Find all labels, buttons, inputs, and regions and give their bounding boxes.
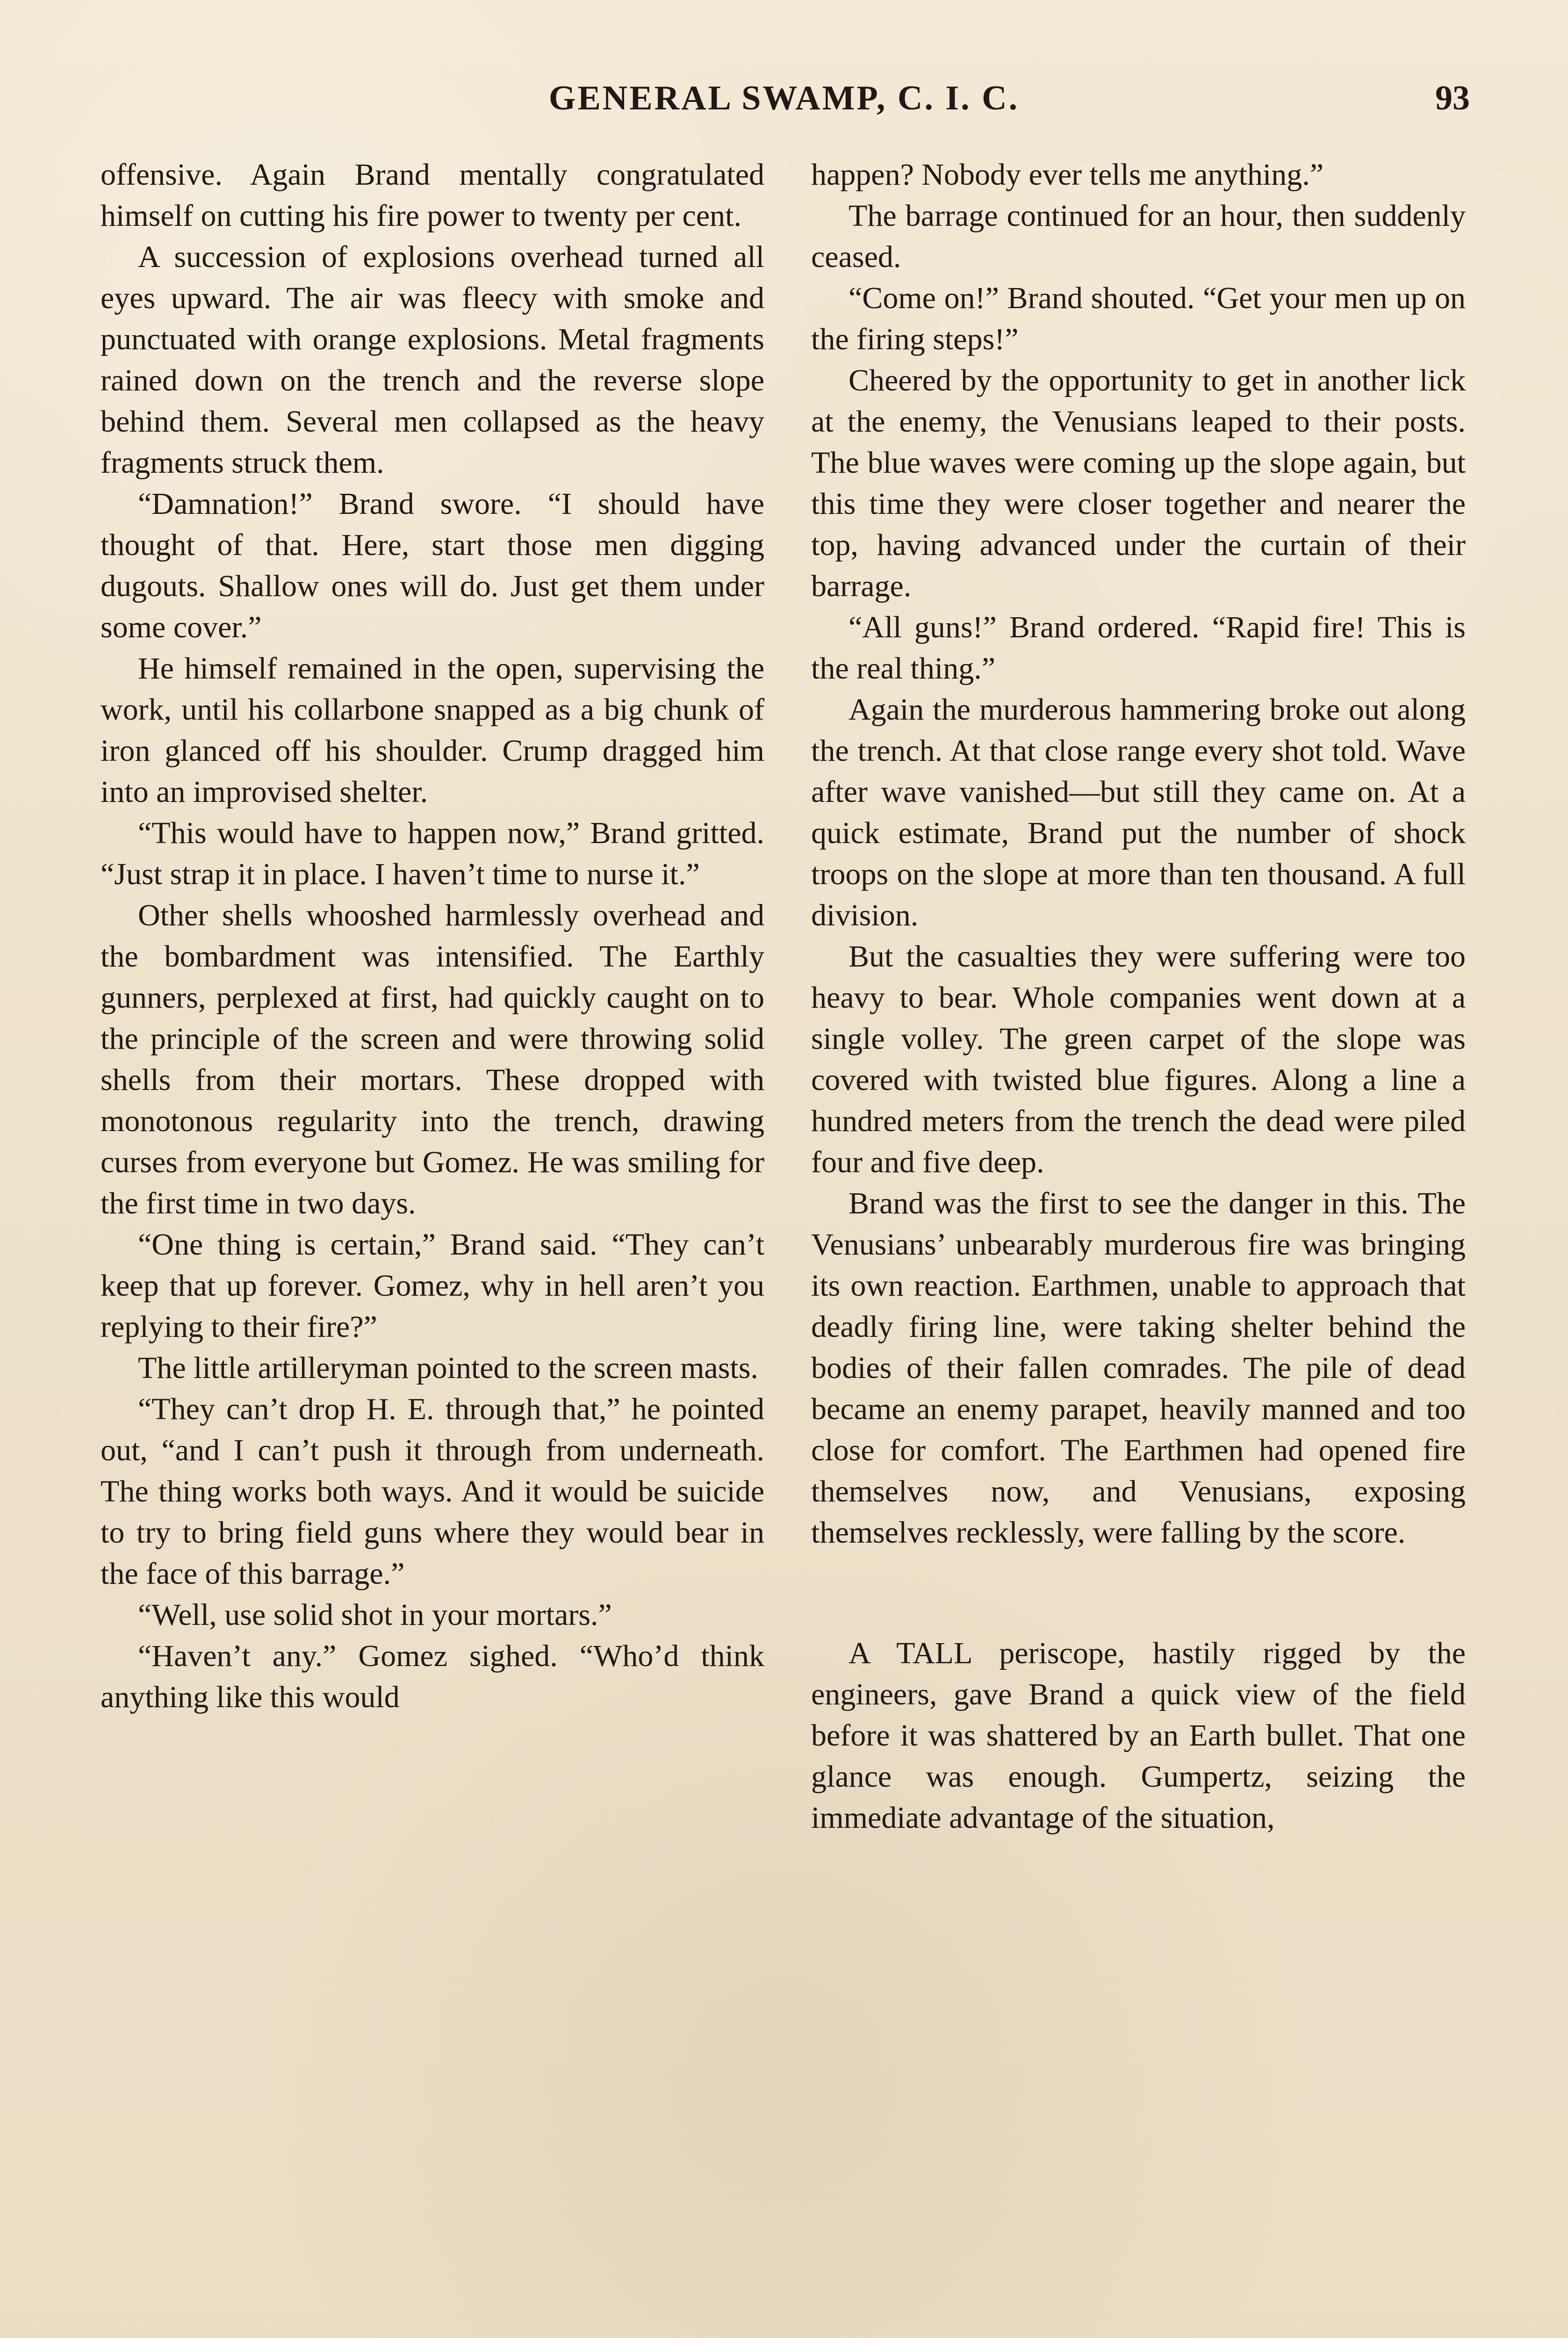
left-paragraph-6: Other shells whooshed harmlessly overhead and the bombardment was intensified. The Earthly gunners, perplexed at first, had quickly caught on to the principle of the screen and were throwing solid shells from their mortars. These dropped with monotonous regularity into the trench, drawing curses from everyone but Gomez. He was smiling for the first time in two days. [101, 898, 764, 1220]
text-columns [101, 154, 1466, 2333]
right-paragraph-9: A TALL periscope, hastily rigged by the engineers, gave Brand a quick view of the field before it was shattered by an Earth bullet. That one glance was enough. Gumpertz, seizing the immediate advantage of the situation, [811, 1636, 1466, 1835]
right-paragraph-5: “All guns!” Brand ordered. “Rapid fire! This is the real thing.” [811, 610, 1466, 686]
left-paragraph-4: He himself remained in the open, supervising the work, until his collarbone snapped as a big chunk of iron glanced off his shoulder. Crump dragged him into an improvised shelter. [101, 651, 764, 809]
left-paragraph-5: “This would have to happen now,” Brand gritted. “Just strap it in place. I haven’t time to nurse it.” [101, 816, 764, 891]
right-paragraph-3: “Come on!” Brand shouted. “Get your men up on the firing steps!” [811, 281, 1466, 356]
running-title: GENERAL SWAMP, C. I. C. [548, 79, 1020, 117]
left-paragraph-11: “Haven’t any.” Gomez sighed. “Who’d think anything like this would [101, 1639, 764, 1714]
right-paragraph-2: The barrage continued for an hour, then suddenly ceased. [811, 199, 1466, 274]
right-column [811, 154, 1466, 2333]
right-paragraph-1: happen? Nobody ever tells me anything.” [811, 158, 1323, 192]
right-paragraph-6: Again the murderous hammering broke out along the trench. At that close range every shot told. Wave after wave vanished—but still they came on. At a quick estimate, Brand put the number of shock troops on the slope at more than ten thousand. A full division. [811, 693, 1466, 932]
page-number: 93 [1435, 79, 1470, 117]
left-column [101, 154, 764, 2333]
left-paragraph-1: offensive. Again Brand mentally congratulated himself on cutting his fire power to twenty per cent. [101, 158, 764, 233]
left-paragraph-7: “One thing is certain,” Brand said. “They can’t keep that up forever. Gomez, why in hell aren’t you replying to their fire?” [101, 1227, 764, 1344]
left-paragraph-2: A succession of explosions overhead turned all eyes upward. The air was fleecy with smoke and punctuated with orange explosions. Metal fragments rained down on the trench and the reverse slope behind them. Several men collapsed as the heavy fragments struck them. [101, 240, 764, 480]
left-paragraph-8: The little artilleryman pointed to the screen masts. [138, 1351, 758, 1385]
right-paragraph-4: Cheered by the opportunity to get in another lick at the enemy, the Venusians leaped to their posts. The blue waves were coming up the slope again, but this time they were closer together and nearer the top, having advanced under the curtain of their barrage. [811, 363, 1466, 603]
left-paragraph-3: “Damnation!” Brand swore. “I should have thought of that. Here, start those men digging dugouts. Shallow ones will do. Just get them under some cover.” [101, 487, 764, 644]
section-break [811, 1553, 1466, 1633]
page-header [98, 79, 1470, 135]
left-paragraph-9: “They can’t drop H. E. through that,” he pointed out, “and I can’t push it through from underneath. The thing works both ways. And it would be suicide to try to bring field guns where they would bear in the face of this barrage.” [101, 1392, 764, 1591]
right-paragraph-8: Brand was the first to see the danger in this. The Venusians’ unbearably murderous fire was bringing its own reaction. Earthmen, unable to approach that deadly firing line, were taking shelter behind the bodies of their fallen comrades. The pile of dead became an enemy parapet, heavily manned and too close for comfort. The Earthmen had opened fire themselves now, and Venusians, exposing themselves recklessly, were falling by the score. [811, 1186, 1466, 1550]
left-paragraph-10: “Well, use solid shot in your mortars.” [138, 1598, 612, 1632]
right-paragraph-7: But the casualties they were suffering were too heavy to bear. Whole companies went down at a single volley. The green carpet of the slope was covered with twisted blue figures. Along a line a hundred meters from the trench the dead were piled four and five deep. [811, 939, 1466, 1179]
